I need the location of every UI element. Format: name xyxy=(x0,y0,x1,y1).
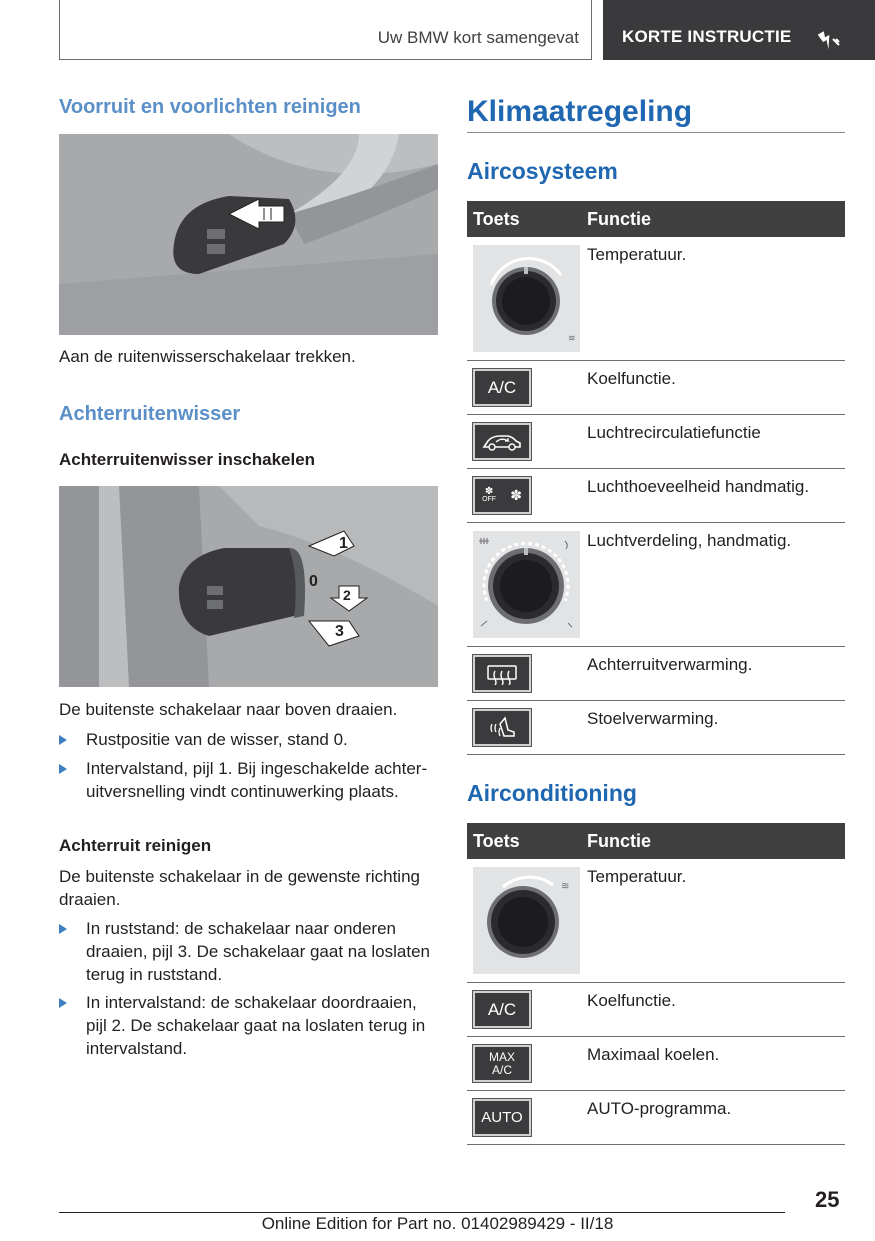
wash-caption: Aan de ruitenwisserschakelaar trekken. xyxy=(59,347,356,366)
lightning-icon xyxy=(818,26,842,50)
table-row: Luchtverdeling, handmatig. xyxy=(467,523,845,647)
temperature-knob-icon xyxy=(473,245,580,352)
rear-defrost-button-icon xyxy=(473,655,531,692)
bullet-triangle-icon xyxy=(59,764,67,774)
bullet-triangle-icon xyxy=(59,998,67,1008)
table-row: Luchtrecirculatiefunctie xyxy=(467,415,845,469)
wash-heading: Voorruit en voorlichten reinigen xyxy=(59,96,361,118)
title-rule xyxy=(467,132,845,133)
table-row: A/C Koelfunctie. xyxy=(467,983,845,1037)
ac-button-icon: A/C xyxy=(473,991,531,1028)
diagram-label-0: 0 xyxy=(309,573,318,590)
diagram-label-2: 2 xyxy=(343,587,351,603)
recirculation-button-icon xyxy=(473,423,531,460)
max-ac-button-icon: MAX A/C xyxy=(473,1045,531,1082)
table-row: Stoelverwarming. xyxy=(467,701,845,755)
rear-clean-para: De buitenste schakelaar in de gewenste richting draaien. xyxy=(59,867,420,909)
svg-text:≋: ≋ xyxy=(568,334,576,344)
document-title: Uw BMW kort samengevat xyxy=(377,28,579,47)
rear-clean-subheading: Achterruit reinigen xyxy=(59,836,212,855)
table-row: AUTO AUTO-programma. xyxy=(467,1091,845,1145)
diagram-label-1: 1 xyxy=(339,535,348,552)
list-item: In intervalstand: de schakelaar doordraaien, pijl 2. De schakelaar gaat na loslaten terug in intervalstand. xyxy=(59,991,439,1061)
list-item: Rustpositie van de wisser, stand 0. xyxy=(59,728,439,752)
table-row: ✽ OFF ✽ Luchthoeveelheid handmatig. xyxy=(467,469,845,523)
running-header xyxy=(59,0,592,60)
table-row: ≋ Temperatuur. xyxy=(467,859,845,983)
svg-text:≋: ≋ xyxy=(561,881,570,892)
edition-footer: Online Edition for Part no. 01402989429 - II/18 xyxy=(261,1214,614,1233)
table-row: A/C Koelfunctie. xyxy=(467,361,845,415)
page-number: 25 xyxy=(815,1187,840,1212)
fan-button-icon: ✽ OFF ✽ xyxy=(473,477,531,514)
aircosysteem-table-header: Toets Functie xyxy=(467,201,845,237)
table-row: ≋ Temperatuur. xyxy=(467,237,845,361)
diagram-label-3: 3 xyxy=(335,623,344,640)
aircosysteem-heading: Aircosysteem xyxy=(467,158,618,184)
table-row: MAX A/C Maximaal koelen. xyxy=(467,1037,845,1091)
list-item: In ruststand: de schakelaar naar onderen draaien, pijl 3. De schakelaar gaat na loslaten terug in ruststand. xyxy=(59,917,439,987)
rear-wiper-heading: Achterruitenwisser xyxy=(59,403,241,425)
footer-rule xyxy=(59,1212,785,1213)
wiper-stalk-pull-photo xyxy=(59,134,438,335)
airconditioning-table-header: Toets Functie xyxy=(467,823,845,859)
rear-wiper-para: De buitenste schakelaar naar boven draaien. xyxy=(59,700,398,719)
air-distribution-knob-icon xyxy=(473,531,580,638)
table-row: Achterruitverwarming. xyxy=(467,647,845,701)
bullet-triangle-icon xyxy=(59,735,67,745)
bullet-triangle-icon xyxy=(59,924,67,934)
section-title: KORTE INSTRUCTIE xyxy=(622,27,792,46)
ac-button-icon: A/C xyxy=(473,369,531,406)
section-tab xyxy=(603,0,875,60)
page-title: Klimaatregeling xyxy=(467,95,693,128)
seat-heating-button-icon xyxy=(473,709,531,746)
airconditioning-heading: Airconditioning xyxy=(467,780,637,806)
list-item: Intervalstand, pijl 1. Bij ingeschakelde achter-uitversnelling vindt continuwerking plaats. xyxy=(59,757,439,805)
auto-button-icon: AUTO xyxy=(473,1099,531,1136)
rear-wiper-subheading: Achterruitenwisser inschakelen xyxy=(59,450,316,469)
rear-wiper-switch-photo xyxy=(59,486,438,687)
temperature-knob-icon xyxy=(473,867,580,974)
